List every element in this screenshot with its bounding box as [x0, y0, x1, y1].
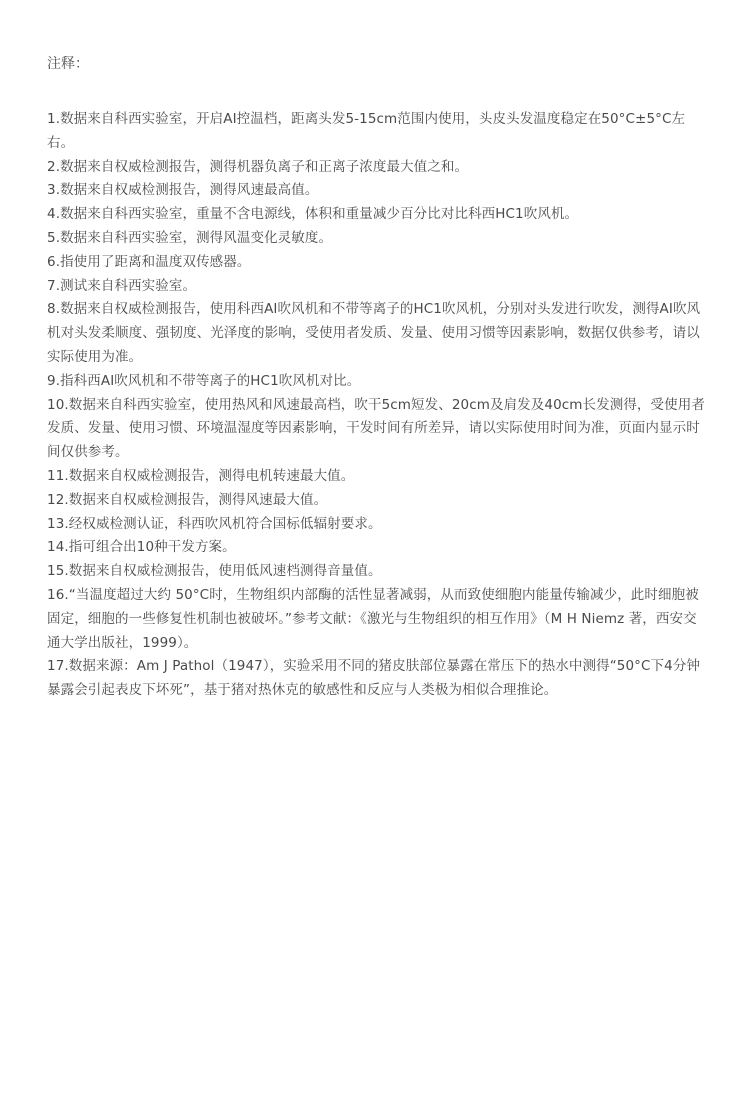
note-item: 13.经权威检测认证，科西吹风机符合国标低辐射要求。: [47, 515, 382, 532]
note-item: 10.数据来自科西实验室，使用热风和风速最高档，吹干5cm短发、20cm及肩发及40cm长发测得，受使用者发质、发量、使用习惯、环境温湿度等因素影响，干发时间有所差异，请以实际使用时间为准，页面内显示时间仅供参考。: [47, 396, 705, 461]
notes-heading: 注释：: [47, 56, 89, 72]
note-item: 15.数据来自权威检测报告，使用低风速档测得音量值。: [47, 563, 382, 580]
note-item: 9.指科西AI吹风机和不带等离子的HC1吹风机对比。: [47, 372, 361, 389]
note-item: 11.数据来自权威检测报告，测得电机转速最大值。: [47, 467, 355, 484]
note-item: 1.数据来自科西实验室，开启AI控温档，距离头发5-15cm范围内使用，头皮头发温度稳定在50°C±5°C左右。: [47, 111, 686, 151]
note-item: 6.指使用了距离和温度双传感器。: [47, 253, 251, 270]
note-item: 8.数据来自权威检测报告，使用科西AI吹风机和不带等离子的HC1吹风机，分别对头发进行吹发，测得AI吹风机对头发柔顺度、强韧度、光泽度的影响，受使用者发质、发量、使用习惯等因素影响，数据仅供参考，请以实际使用为准。: [47, 301, 701, 365]
disclaimer-page: [47, 52, 707, 703]
note-item: 2.数据来自权威检测报告，测得机器负离子和正离子浓度最大值之和。: [47, 158, 469, 175]
note-item: 16.“当温度超过大约 50°C时，生物组织内部酶的活性显著减弱，从而致使细胞内能量传输减少，此时细胞被固定，细胞的一些修复性机制也被破坏。”参考文献：《激光与生物组织的相互作用》（M H Niemz 著，西安交通大学出版社，1999）。: [47, 586, 699, 651]
notes-list: [47, 108, 707, 703]
note-item: 7.测试来自科西实验室。: [47, 277, 197, 294]
note-item: 5.数据来自科西实验室，测得风温变化灵敏度。: [47, 229, 333, 246]
note-item: 12.数据来自权威检测报告，测得风速最大值。: [47, 491, 328, 508]
note-item: 4.数据来自科西实验室，重量不含电源线，体积和重量减少百分比对比科西HC1吹风机。: [47, 206, 579, 223]
note-item: 3.数据来自权威检测报告，测得风速最高值。: [47, 182, 319, 199]
note-item: 14.指可组合出10种干发方案。: [47, 539, 236, 556]
note-item: 17.数据来源：Am J Pathol（1947），实验采用不同的猪皮肤部位暴露在常压下的热水中测得“50°C下4分钟暴露会引起表皮下坏死”，基于猪对热休克的敏感性和反应与人类极为相似合理推论。: [47, 658, 701, 699]
